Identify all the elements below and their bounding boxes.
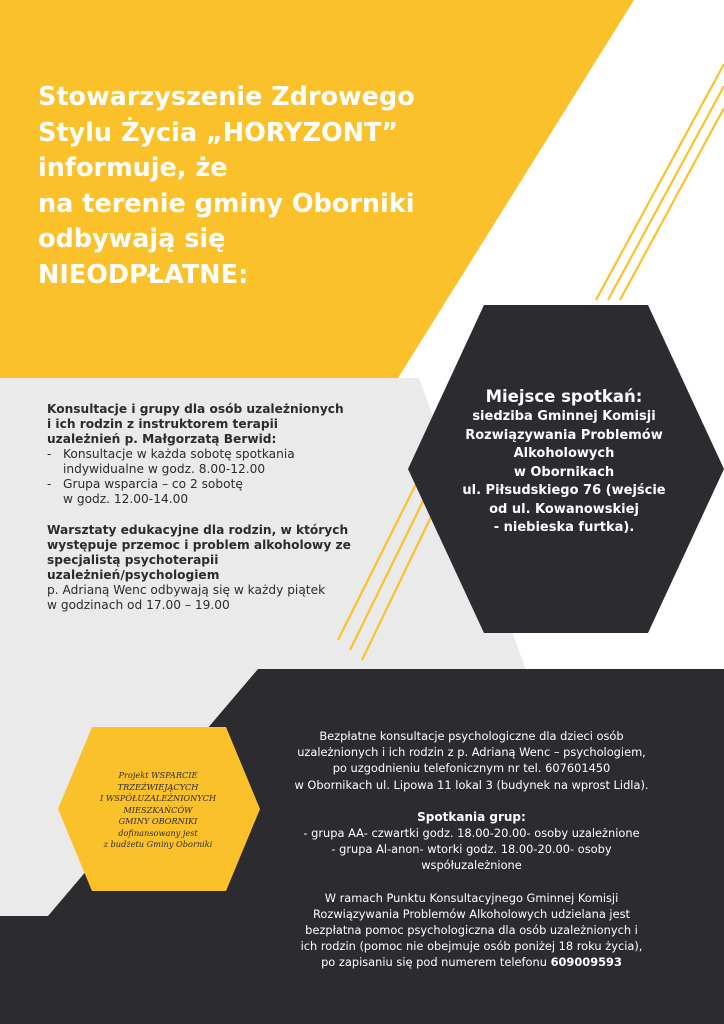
heading-line: występuje przemoc i problem alkoholowy ze bbox=[47, 538, 351, 552]
groups-section bbox=[244, 809, 699, 874]
meeting-place-title: Miejsce spotkań: bbox=[485, 387, 643, 406]
point-line-last bbox=[244, 954, 699, 970]
headline bbox=[38, 80, 508, 293]
psych-consult-line: uzależnionych i ich rodzin z p. Adrianą Wenc – psychologiem, bbox=[297, 745, 646, 760]
psych-consult-line: Bezpłatne konsultacje psychologiczne dla dzieci osób bbox=[319, 729, 624, 743]
headline-line: odbywają się bbox=[38, 224, 226, 254]
item-line: w godz. 12.00-14.00 bbox=[63, 492, 189, 506]
list-item-text bbox=[63, 477, 243, 507]
project-line: GMINY OBORNIKI bbox=[118, 816, 198, 826]
groups-title: Spotkania grup: bbox=[417, 809, 526, 824]
list-item bbox=[47, 447, 397, 477]
heading-line: Konsultacje i grupy dla osób uzależnionych bbox=[47, 402, 344, 416]
project-line: TRZEŹWIEJĄCYCH bbox=[117, 781, 199, 792]
psych-consult-line: po uzgodnieniu telefonicznym nr tel. 607601450 bbox=[332, 761, 611, 776]
text-line: p. Adrianą Wenc odbywają się w każdy piątek bbox=[47, 583, 326, 597]
phone-number: 609009593 bbox=[550, 955, 622, 970]
groups-line: współuzależnione bbox=[421, 858, 522, 873]
item-line: Grupa wsparcia – co 2 sobotę bbox=[63, 477, 243, 491]
meeting-place-line: w Obornikach bbox=[513, 464, 615, 480]
groups-line: - grupa AA- czwartki godz. 18.00-20.00- osoby uzależnione bbox=[303, 826, 640, 841]
headline-line: na terenie gminy Oborniki bbox=[38, 188, 415, 219]
project-line: I WSPÓŁUZALEŻNIONYCH bbox=[100, 793, 216, 803]
meeting-place-line: Rozwiązywania Problemów bbox=[465, 427, 663, 443]
psych-consult bbox=[244, 728, 699, 793]
dark-panel-info bbox=[244, 728, 699, 971]
heading-line: uzależnień p. Małgorzatą Berwid: bbox=[47, 432, 277, 446]
project-line: MIESZKAŃCÓW bbox=[123, 804, 193, 815]
heading-line: uzależnień/psychologiem bbox=[47, 568, 220, 582]
workshops-text bbox=[47, 583, 397, 613]
groups-line: - grupa Al-anon- wtorki godz. 18.00-20.00- osoby bbox=[331, 842, 612, 857]
heading-line: specjalistą psychoterapii bbox=[47, 553, 219, 567]
headline-line: NIEODPŁATNE: bbox=[38, 259, 249, 290]
text-line: w godzinach od 17.00 – 19.00 bbox=[47, 598, 230, 612]
meeting-place bbox=[440, 386, 688, 538]
point-line: ich rodzin (pomoc nie obejmuje osób poniżej 18 roku życia), bbox=[300, 939, 643, 954]
item-line: Konsultacje w każda sobotę spotkania bbox=[63, 447, 295, 461]
project-line: dofinansowany jest bbox=[118, 827, 198, 838]
workshops-heading bbox=[47, 523, 397, 583]
headline-line: Stowarzyszenie Zdrowego bbox=[38, 82, 415, 112]
headline-line: informuje, że bbox=[38, 153, 228, 183]
headline-line: Stylu Życia „HORYZONT” bbox=[38, 117, 399, 148]
bullet-dash: - bbox=[47, 447, 52, 461]
consult-point bbox=[244, 890, 699, 971]
point-line-prefix: po zapisaniu się pod numerem telefonu bbox=[321, 955, 547, 970]
meeting-place-line: - niebieska furtka). bbox=[493, 520, 635, 535]
consultation-info bbox=[47, 402, 397, 613]
project-badge bbox=[76, 770, 240, 851]
list-item bbox=[47, 477, 397, 507]
point-line: bezpłatna pomoc psychologiczna dla osób uzależnionych i bbox=[305, 923, 638, 938]
point-line: Rozwiązywania Problemów Alkoholowych udzielana jest bbox=[312, 906, 631, 921]
item-line: indywidualne w godz. 8.00-12.00 bbox=[63, 462, 266, 476]
consultations-heading bbox=[47, 402, 397, 447]
project-line: Projekt WSPARCIE bbox=[118, 770, 198, 780]
project-line: z budżetu Gminy Oborniki bbox=[103, 839, 213, 849]
psych-consult-line: w Obornikach ul. Lipowa 11 lokal 3 (budynek na wprost Lidla). bbox=[294, 777, 649, 792]
meeting-place-line: ul. Piłsudskiego 76 (wejście bbox=[462, 483, 666, 498]
list-item-text bbox=[63, 447, 295, 477]
meeting-place-line: od ul. Kowanowskiej bbox=[489, 501, 639, 517]
bullet-dash: - bbox=[47, 477, 52, 491]
heading-line: Warsztaty edukacyjne dla rodzin, w których bbox=[47, 523, 349, 537]
meeting-place-line: Alkoholowych bbox=[513, 446, 615, 461]
point-line: W ramach Punktu Konsultacyjnego Gminnej Komisji bbox=[324, 890, 619, 905]
heading-line: i ich rodzin z instruktorem terapii bbox=[47, 417, 278, 431]
meeting-place-line: siedziba Gminnej Komisji bbox=[472, 409, 656, 424]
